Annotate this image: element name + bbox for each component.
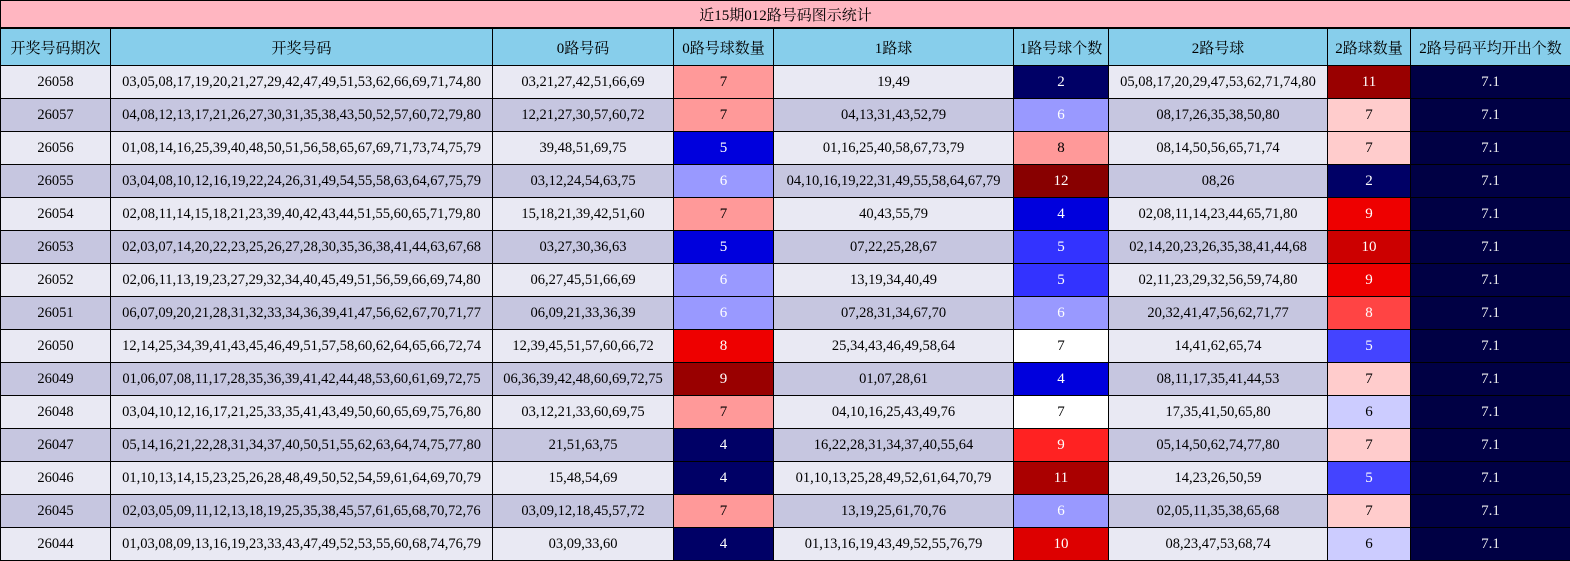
road1-count-cell: 4 xyxy=(1014,363,1109,396)
draw-numbers-cell: 01,08,14,16,25,39,40,48,50,51,56,58,65,67,69,71,73,74,75,79 xyxy=(111,132,493,165)
draw-numbers-cell: 02,03,05,09,11,12,13,18,19,25,35,38,45,57,61,65,68,70,72,76 xyxy=(111,495,493,528)
road2-numbers-cell: 02,14,20,23,26,35,38,41,44,68 xyxy=(1109,231,1328,264)
draw-numbers-cell: 02,08,11,14,15,18,21,23,39,40,42,43,44,51,55,60,65,71,79,80 xyxy=(111,198,493,231)
road2-average-cell: 7.1 xyxy=(1411,297,1570,330)
table-row xyxy=(1,198,1570,231)
road2-average-cell: 7.1 xyxy=(1411,264,1570,297)
road0-numbers-cell: 39,48,51,69,75 xyxy=(493,132,674,165)
period-cell: 26045 xyxy=(1,495,111,528)
draw-numbers-cell: 03,04,08,10,12,16,19,22,24,26,31,49,54,55,58,63,64,67,75,79 xyxy=(111,165,493,198)
road2-count-cell: 9 xyxy=(1328,198,1411,231)
road0-count-cell: 6 xyxy=(674,264,774,297)
road0-count-cell: 6 xyxy=(674,165,774,198)
road1-numbers-cell: 40,43,55,79 xyxy=(774,198,1014,231)
period-cell: 26056 xyxy=(1,132,111,165)
period-cell: 26053 xyxy=(1,231,111,264)
road2-average-cell: 7.1 xyxy=(1411,132,1570,165)
road0-count-cell: 8 xyxy=(674,330,774,363)
road1-numbers-cell: 01,13,16,19,43,49,52,55,76,79 xyxy=(774,528,1014,561)
draw-numbers-cell: 02,03,07,14,20,22,23,25,26,27,28,30,35,36,38,41,44,63,67,68 xyxy=(111,231,493,264)
road2-numbers-cell: 02,05,11,35,38,65,68 xyxy=(1109,495,1328,528)
road2-average-cell: 7.1 xyxy=(1411,99,1570,132)
table-row xyxy=(1,495,1570,528)
road0-count-cell: 5 xyxy=(674,132,774,165)
road0-numbers-cell: 03,21,27,42,51,66,69 xyxy=(493,66,674,99)
road2-average-cell: 7.1 xyxy=(1411,231,1570,264)
road2-count-cell: 5 xyxy=(1328,330,1411,363)
road0-count-cell: 7 xyxy=(674,396,774,429)
road2-numbers-cell: 08,11,17,35,41,44,53 xyxy=(1109,363,1328,396)
table-row xyxy=(1,330,1570,363)
road2-count-cell: 7 xyxy=(1328,363,1411,396)
road2-numbers-cell: 14,23,26,50,59 xyxy=(1109,462,1328,495)
road0-numbers-cell: 15,18,21,39,42,51,60 xyxy=(493,198,674,231)
road1-count-cell: 6 xyxy=(1014,99,1109,132)
road0-numbers-cell: 12,21,27,30,57,60,72 xyxy=(493,99,674,132)
table-row xyxy=(1,66,1570,99)
road1-numbers-cell: 13,19,34,40,49 xyxy=(774,264,1014,297)
road1-numbers-cell: 16,22,28,31,34,37,40,55,64 xyxy=(774,429,1014,462)
draw-numbers-cell: 03,04,10,12,16,17,21,25,33,35,41,43,49,50,60,65,69,75,76,80 xyxy=(111,396,493,429)
period-cell: 26050 xyxy=(1,330,111,363)
road2-numbers-cell: 08,17,26,35,38,50,80 xyxy=(1109,99,1328,132)
road1-numbers-cell: 19,49 xyxy=(774,66,1014,99)
road1-numbers-cell: 04,10,16,25,43,49,76 xyxy=(774,396,1014,429)
period-cell: 26057 xyxy=(1,99,111,132)
road2-count-cell: 2 xyxy=(1328,165,1411,198)
road2-numbers-cell: 08,23,47,53,68,74 xyxy=(1109,528,1328,561)
col-header-draw-numbers: 开奖号码 xyxy=(111,28,493,66)
period-cell: 26058 xyxy=(1,66,111,99)
col-header-road2-numbers: 2路号球 xyxy=(1109,28,1328,66)
road0-numbers-cell: 06,36,39,42,48,60,69,72,75 xyxy=(493,363,674,396)
period-cell: 26048 xyxy=(1,396,111,429)
road1-count-cell: 10 xyxy=(1014,528,1109,561)
table-row xyxy=(1,99,1570,132)
period-cell: 26046 xyxy=(1,462,111,495)
road2-numbers-cell: 08,26 xyxy=(1109,165,1328,198)
road2-average-cell: 7.1 xyxy=(1411,165,1570,198)
road0-count-cell: 5 xyxy=(674,231,774,264)
road1-numbers-cell: 07,22,25,28,67 xyxy=(774,231,1014,264)
road0-count-cell: 7 xyxy=(674,495,774,528)
road2-count-cell: 7 xyxy=(1328,429,1411,462)
road2-count-cell: 6 xyxy=(1328,396,1411,429)
draw-numbers-cell: 03,05,08,17,19,20,21,27,29,42,47,49,51,53,62,66,69,71,74,80 xyxy=(111,66,493,99)
road0-numbers-cell: 15,48,54,69 xyxy=(493,462,674,495)
road0-numbers-cell: 03,12,24,54,63,75 xyxy=(493,165,674,198)
road1-numbers-cell: 01,16,25,40,58,67,73,79 xyxy=(774,132,1014,165)
road0-numbers-cell: 21,51,63,75 xyxy=(493,429,674,462)
table-row xyxy=(1,231,1570,264)
col-header-road1-count: 1路号球个数 xyxy=(1014,28,1109,66)
col-header-road0-numbers: 0路号码 xyxy=(493,28,674,66)
period-cell: 26051 xyxy=(1,297,111,330)
road2-count-cell: 7 xyxy=(1328,99,1411,132)
road0-count-cell: 4 xyxy=(674,462,774,495)
road1-count-cell: 7 xyxy=(1014,330,1109,363)
road0-count-cell: 4 xyxy=(674,528,774,561)
road2-count-cell: 11 xyxy=(1328,66,1411,99)
draw-numbers-cell: 01,10,13,14,15,23,25,26,28,48,49,50,52,54,59,61,64,69,70,79 xyxy=(111,462,493,495)
road2-numbers-cell: 05,08,17,20,29,47,53,62,71,74,80 xyxy=(1109,66,1328,99)
road1-numbers-cell: 25,34,43,46,49,58,64 xyxy=(774,330,1014,363)
draw-numbers-cell: 06,07,09,20,21,28,31,32,33,34,36,39,41,47,56,62,67,70,71,77 xyxy=(111,297,493,330)
road2-count-cell: 7 xyxy=(1328,495,1411,528)
draw-numbers-cell: 12,14,25,34,39,41,43,45,46,49,51,57,58,60,62,64,65,66,72,74 xyxy=(111,330,493,363)
road0-count-cell: 7 xyxy=(674,66,774,99)
road1-count-cell: 12 xyxy=(1014,165,1109,198)
road1-count-cell: 9 xyxy=(1014,429,1109,462)
table-row xyxy=(1,165,1570,198)
road0-numbers-cell: 03,09,12,18,45,57,72 xyxy=(493,495,674,528)
road0-numbers-cell: 03,27,30,36,63 xyxy=(493,231,674,264)
road2-count-cell: 6 xyxy=(1328,528,1411,561)
road2-numbers-cell: 05,14,50,62,74,77,80 xyxy=(1109,429,1328,462)
table-row xyxy=(1,363,1570,396)
road0-numbers-cell: 03,09,33,60 xyxy=(493,528,674,561)
draw-numbers-cell: 02,06,11,13,19,23,27,29,32,34,40,45,49,51,56,59,66,69,74,80 xyxy=(111,264,493,297)
road2-average-cell: 7.1 xyxy=(1411,363,1570,396)
table-title: 近15期012路号码图示统计 xyxy=(1,1,1570,29)
road1-numbers-cell: 01,10,13,25,28,49,52,61,64,70,79 xyxy=(774,462,1014,495)
road0-numbers-cell: 06,09,21,33,36,39 xyxy=(493,297,674,330)
col-header-road2-average: 2路号码平均开出个数 xyxy=(1411,28,1570,66)
col-header-road1-numbers: 1路球 xyxy=(774,28,1014,66)
road0-count-cell: 7 xyxy=(674,99,774,132)
road2-count-cell: 5 xyxy=(1328,462,1411,495)
table-row xyxy=(1,297,1570,330)
table-row xyxy=(1,396,1570,429)
road1-count-cell: 5 xyxy=(1014,231,1109,264)
road2-average-cell: 7.1 xyxy=(1411,198,1570,231)
title-row xyxy=(1,1,1570,29)
col-header-period: 开奖号码期次 xyxy=(1,28,111,66)
road2-average-cell: 7.1 xyxy=(1411,429,1570,462)
road1-count-cell: 5 xyxy=(1014,264,1109,297)
road0-count-cell: 7 xyxy=(674,198,774,231)
period-cell: 26044 xyxy=(1,528,111,561)
period-cell: 26049 xyxy=(1,363,111,396)
road1-numbers-cell: 07,28,31,34,67,70 xyxy=(774,297,1014,330)
road2-count-cell: 7 xyxy=(1328,132,1411,165)
road0-numbers-cell: 06,27,45,51,66,69 xyxy=(493,264,674,297)
road2-average-cell: 7.1 xyxy=(1411,66,1570,99)
road2-average-cell: 7.1 xyxy=(1411,528,1570,561)
road1-count-cell: 4 xyxy=(1014,198,1109,231)
table-row xyxy=(1,462,1570,495)
road1-count-cell: 11 xyxy=(1014,462,1109,495)
table-row xyxy=(1,132,1570,165)
road2-count-cell: 8 xyxy=(1328,297,1411,330)
road2-count-cell: 10 xyxy=(1328,231,1411,264)
road1-count-cell: 7 xyxy=(1014,396,1109,429)
road0-numbers-cell: 03,12,21,33,60,69,75 xyxy=(493,396,674,429)
road1-count-cell: 6 xyxy=(1014,495,1109,528)
header-row xyxy=(1,28,1570,66)
road0-numbers-cell: 12,39,45,51,57,60,66,72 xyxy=(493,330,674,363)
road2-average-cell: 7.1 xyxy=(1411,495,1570,528)
draw-numbers-cell: 01,06,07,08,11,17,28,35,36,39,41,42,44,48,53,60,61,69,72,75 xyxy=(111,363,493,396)
col-header-road0-count: 0路号球数量 xyxy=(674,28,774,66)
table-body xyxy=(1,66,1570,561)
period-cell: 26054 xyxy=(1,198,111,231)
road0-count-cell: 9 xyxy=(674,363,774,396)
road2-numbers-cell: 08,14,50,56,65,71,74 xyxy=(1109,132,1328,165)
road2-count-cell: 9 xyxy=(1328,264,1411,297)
road2-average-cell: 7.1 xyxy=(1411,396,1570,429)
road1-count-cell: 6 xyxy=(1014,297,1109,330)
road1-numbers-cell: 04,10,16,19,22,31,49,55,58,64,67,79 xyxy=(774,165,1014,198)
road2-average-cell: 7.1 xyxy=(1411,462,1570,495)
table-row xyxy=(1,264,1570,297)
road2-numbers-cell: 02,11,23,29,32,56,59,74,80 xyxy=(1109,264,1328,297)
draw-numbers-cell: 01,03,08,09,13,16,19,23,33,43,47,49,52,53,55,60,68,74,76,79 xyxy=(111,528,493,561)
draw-numbers-cell: 05,14,16,21,22,28,31,34,37,40,50,51,55,62,63,64,74,75,77,80 xyxy=(111,429,493,462)
road1-numbers-cell: 01,07,28,61 xyxy=(774,363,1014,396)
road1-count-cell: 2 xyxy=(1014,66,1109,99)
road2-numbers-cell: 17,35,41,50,65,80 xyxy=(1109,396,1328,429)
road1-numbers-cell: 04,13,31,43,52,79 xyxy=(774,99,1014,132)
col-header-road2-count: 2路球数量 xyxy=(1328,28,1411,66)
road2-average-cell: 7.1 xyxy=(1411,330,1570,363)
road2-numbers-cell: 20,32,41,47,56,62,71,77 xyxy=(1109,297,1328,330)
period-cell: 26047 xyxy=(1,429,111,462)
road2-numbers-cell: 02,08,11,14,23,44,65,71,80 xyxy=(1109,198,1328,231)
table-row xyxy=(1,528,1570,561)
road1-count-cell: 8 xyxy=(1014,132,1109,165)
period-cell: 26052 xyxy=(1,264,111,297)
road2-numbers-cell: 14,41,62,65,74 xyxy=(1109,330,1328,363)
road0-count-cell: 4 xyxy=(674,429,774,462)
table-row xyxy=(1,429,1570,462)
road0-count-cell: 6 xyxy=(674,297,774,330)
period-cell: 26055 xyxy=(1,165,111,198)
draw-numbers-cell: 04,08,12,13,17,21,26,27,30,31,35,38,43,50,52,57,60,72,79,80 xyxy=(111,99,493,132)
road1-numbers-cell: 13,19,25,61,70,76 xyxy=(774,495,1014,528)
